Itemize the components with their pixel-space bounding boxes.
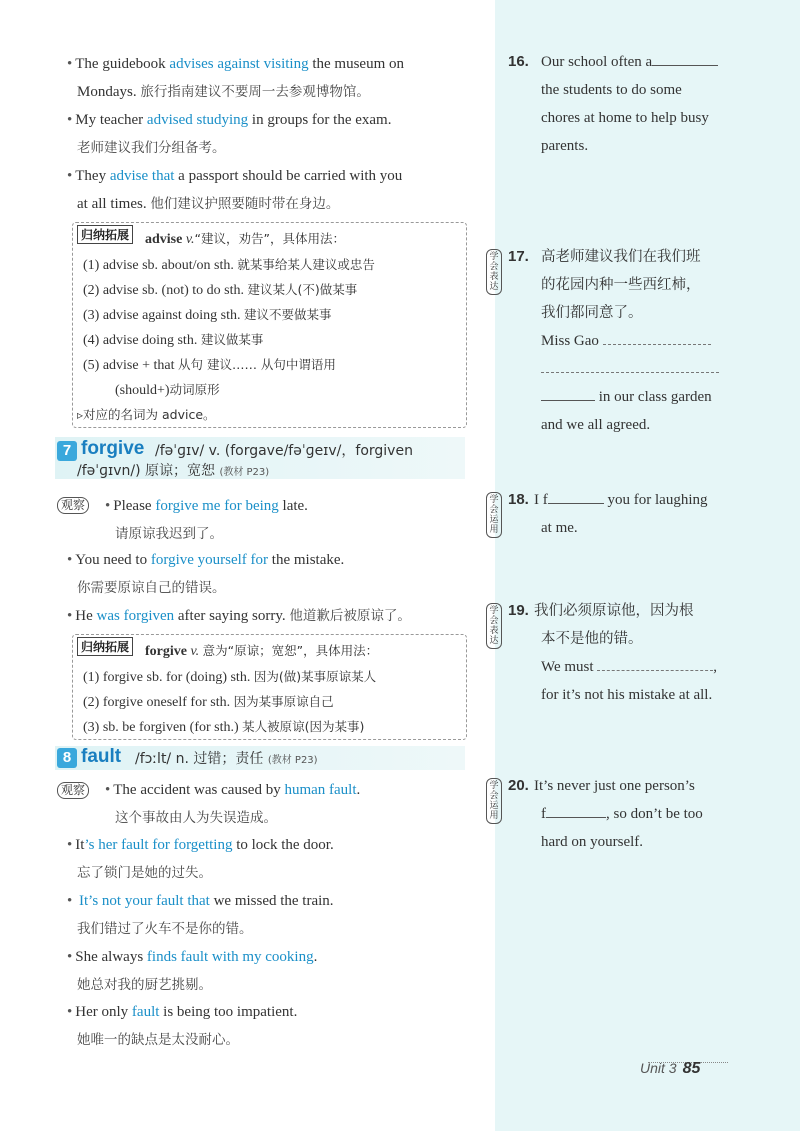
box-line: (should+)动词原形 [115, 382, 220, 398]
page-number: 85 [682, 1060, 701, 1077]
entry-8-heading [55, 746, 465, 770]
entry-word: forgive [81, 438, 145, 459]
entry-word: fault [81, 746, 122, 767]
box-line: (2) forgive oneself for sth. 因为某事原谅自己 [83, 694, 334, 710]
forgive-example-2: • You need to forgive yourself for the mistake. 你需要原谅自己的错误。 [67, 552, 345, 596]
fault-example-1: • The accident was caused by human fault. 这个事故由人为失误造成。 [105, 782, 361, 826]
question-18: 学会运用 18. I f you for laughing at me. [508, 486, 793, 546]
skill-tag: 学会运用 [486, 778, 502, 824]
entry-7-heading [55, 437, 465, 479]
answer-blank[interactable] [541, 384, 595, 401]
observe-badge: 观察 [57, 497, 89, 514]
summary-tag: 归纳拓展 [77, 637, 133, 656]
box-line: (1) forgive sb. for (doing) sth. 因为(做)某事原谅某人 [83, 669, 377, 685]
answer-blank[interactable] [541, 356, 719, 373]
question-16: 16. Our school often a the students to do some chores at home to help busy parents. [508, 48, 793, 168]
summary-tag: 归纳拓展 [77, 225, 133, 244]
page-footer [640, 1060, 700, 1078]
fault-example-5: • Her only fault is being too impatient. 她唯一的缺点是太没耐心。 [67, 1004, 298, 1048]
advise-usage-box [72, 222, 467, 428]
fault-example-2: • It’s her fault for forgetting to lock the door. 忘了锁门是她的过失。 [67, 837, 334, 881]
entry-meaning: /fɔːlt/ n. 过错；责任 (教材 P23) [135, 751, 318, 767]
entry-meaning: /fəˈɡɪvn/) 原谅；宽恕 (教材 P23) [77, 463, 270, 479]
answer-blank[interactable] [546, 801, 606, 818]
question-19: 学会表达 19. 我们必须原谅他，因为根 本不是他的错。 We must , for it’s not his mistake at all. [508, 597, 793, 717]
entry-number: 8 [57, 748, 77, 768]
skill-tag: 学会表达 [486, 249, 502, 295]
question-20: 学会运用 20. It’s never just one person’s f , so don’t be too hard on yourself. [508, 772, 793, 862]
entry-number: 7 [57, 441, 77, 461]
answer-blank[interactable] [652, 49, 718, 66]
box-line: (3) advise against doing sth. 建议不要做某事 [83, 307, 332, 323]
answer-blank[interactable] [603, 328, 711, 345]
answer-blank[interactable] [548, 487, 604, 504]
advise-example-3: • They advise that a passport should be carried with you at all times. 他们建议护照要随时带在身边。 [67, 168, 403, 212]
advise-example-1: • The guidebook advises against visiting the museum on Mondays. 旅行指南建议不要周一去参观博物馆。 [67, 56, 404, 100]
box-title: advise v.“建议，劝告”，具体用法： [145, 231, 345, 247]
box-title: forgive v. 意为“原谅；宽恕”，具体用法： [145, 643, 379, 659]
observe-badge: 观察 [57, 782, 89, 799]
skill-tag: 学会表达 [486, 603, 502, 649]
box-line: (5) advise + that 从句 建议…… 从句中谓语用 [83, 357, 336, 373]
entry-phonetic: /fəˈɡɪv/ v. (forgave/fəˈɡeɪv/，forgiven [155, 443, 413, 459]
unit-label: Unit 3 [640, 1060, 677, 1076]
skill-tag: 学会运用 [486, 492, 502, 538]
advise-example-2: • My teacher advised studying in groups for the exam. 老师建议我们分组备考。 [67, 112, 392, 156]
box-line: (1) advise sb. about/on sth. 就某事给某人建议或忠告 [83, 257, 375, 273]
forgive-example-3: • He was forgiven after saying sorry. 他道歉后被原谅了。 [67, 608, 411, 624]
box-note: ▹对应的名词为 advice。 [77, 407, 216, 422]
fault-example-3: • It’s not your fault that we missed the train. 我们错过了火车不是你的错。 [67, 893, 334, 937]
box-line: (2) advise sb. (not) to do sth. 建议某人(不)做某事 [83, 282, 358, 298]
question-17: 学会表达 17. 高老师建议我们在我们班 的花园内种一些西红柿， 我们都同意了。 Miss Gao in our class garden and we all agreed. [508, 243, 793, 443]
box-line: (3) sb. be forgiven (for sth.) 某人被原谅(因为某事) [83, 719, 365, 735]
answer-blank[interactable] [597, 654, 713, 671]
fault-example-4: • She always finds fault with my cooking. 她总对我的厨艺挑剔。 [67, 949, 318, 993]
box-line: (4) advise doing sth. 建议做某事 [83, 332, 264, 348]
forgive-usage-box [72, 634, 467, 740]
forgive-example-1: • Please forgive me for being late. 请原谅我迟到了。 [105, 498, 308, 542]
right-panel-background [495, 0, 800, 1131]
